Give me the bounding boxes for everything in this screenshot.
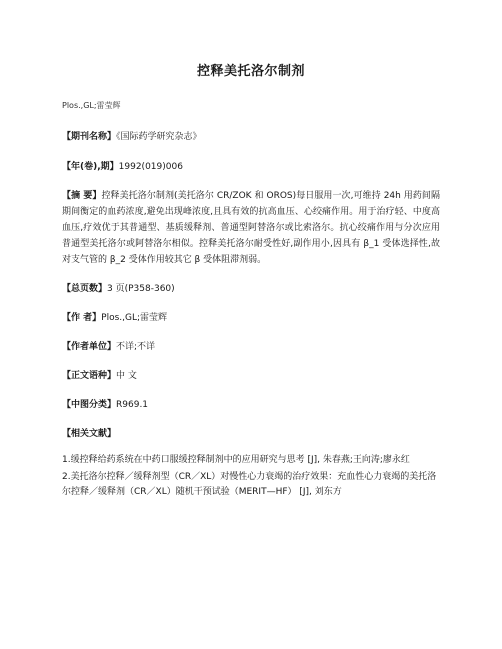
- language-label: 【正文语种】: [62, 371, 117, 381]
- language-field: [62, 368, 440, 384]
- document-title: 控释美托洛尔制剂: [196, 64, 305, 79]
- language-value: 中 文: [116, 371, 137, 381]
- year-issue-field: [62, 159, 440, 175]
- author-label: 【作 者】: [62, 313, 102, 323]
- reference-item[interactable]: 2.美托洛尔控释／缓释剂型（CR／XL）对慢性心力衰竭的治疗效果：充血性心力衰竭的美托洛尔控释／缓释剂（CR／XL）随机干预试验（MERIT—HF） [J], 刘东方: [62, 471, 437, 497]
- related-label: 【相关文献】: [62, 429, 117, 439]
- authors-line: Plos.,GL;雷莹辉: [62, 101, 121, 110]
- year-issue-label: 【年(卷),期】: [62, 162, 119, 172]
- author-unit-label: 【作者单位】: [62, 342, 117, 352]
- classification-label: 【中图分类】: [62, 400, 117, 410]
- classification-value: R969.1: [116, 400, 149, 410]
- classification-field: [62, 397, 440, 413]
- author-value: Plos.,GL;雷莹辉: [101, 313, 168, 323]
- author-field: [62, 310, 440, 326]
- journal-value: 《国际药学研究杂志》: [116, 132, 202, 142]
- journal-label: 【期刊名称】: [62, 132, 117, 142]
- pages-label: 【总页数】: [62, 284, 108, 294]
- author-unit-field: [62, 339, 440, 355]
- year-issue-value: 1992(019)006: [118, 162, 183, 172]
- journal-field: [62, 129, 440, 145]
- related-literature-heading: [62, 426, 440, 442]
- author-unit-value: 不详;不详: [116, 342, 156, 352]
- abstract-field: [62, 188, 440, 268]
- pages-field: [62, 281, 440, 297]
- abstract-value: 控释美托洛尔制剂(美托洛尔 CR/ZOK 和 OROS)每日服用一次,可维持 24h 用药间隔期间衡定的血药浓度,避免出现峰浓度,且具有效的抗高血压、心绞痛作用。用于治疗轻、中度高血压,疗效优于其普通型、基质缓释剂、普通型阿替洛尔或比索洛尔。抗心绞痛作用与分次应用普通型美托洛尔或阿替洛尔相似。控释美托洛尔耐受性好,副作用小,因具有 β_1 受体选择性,故对支气管的 β_2 受体作用较其它 β 受体阻滞剂弱。: [62, 191, 440, 265]
- pages-value: 3 页(P358-360): [107, 284, 175, 294]
- reference-item[interactable]: 1.缓控释给药系统在中药口服缓控释制剂中的应用研究与思考 [J], 朱春燕;王向涛;廖永红: [62, 455, 410, 465]
- reference-list: [62, 453, 440, 501]
- abstract-label: 【摘 要】: [62, 191, 102, 201]
